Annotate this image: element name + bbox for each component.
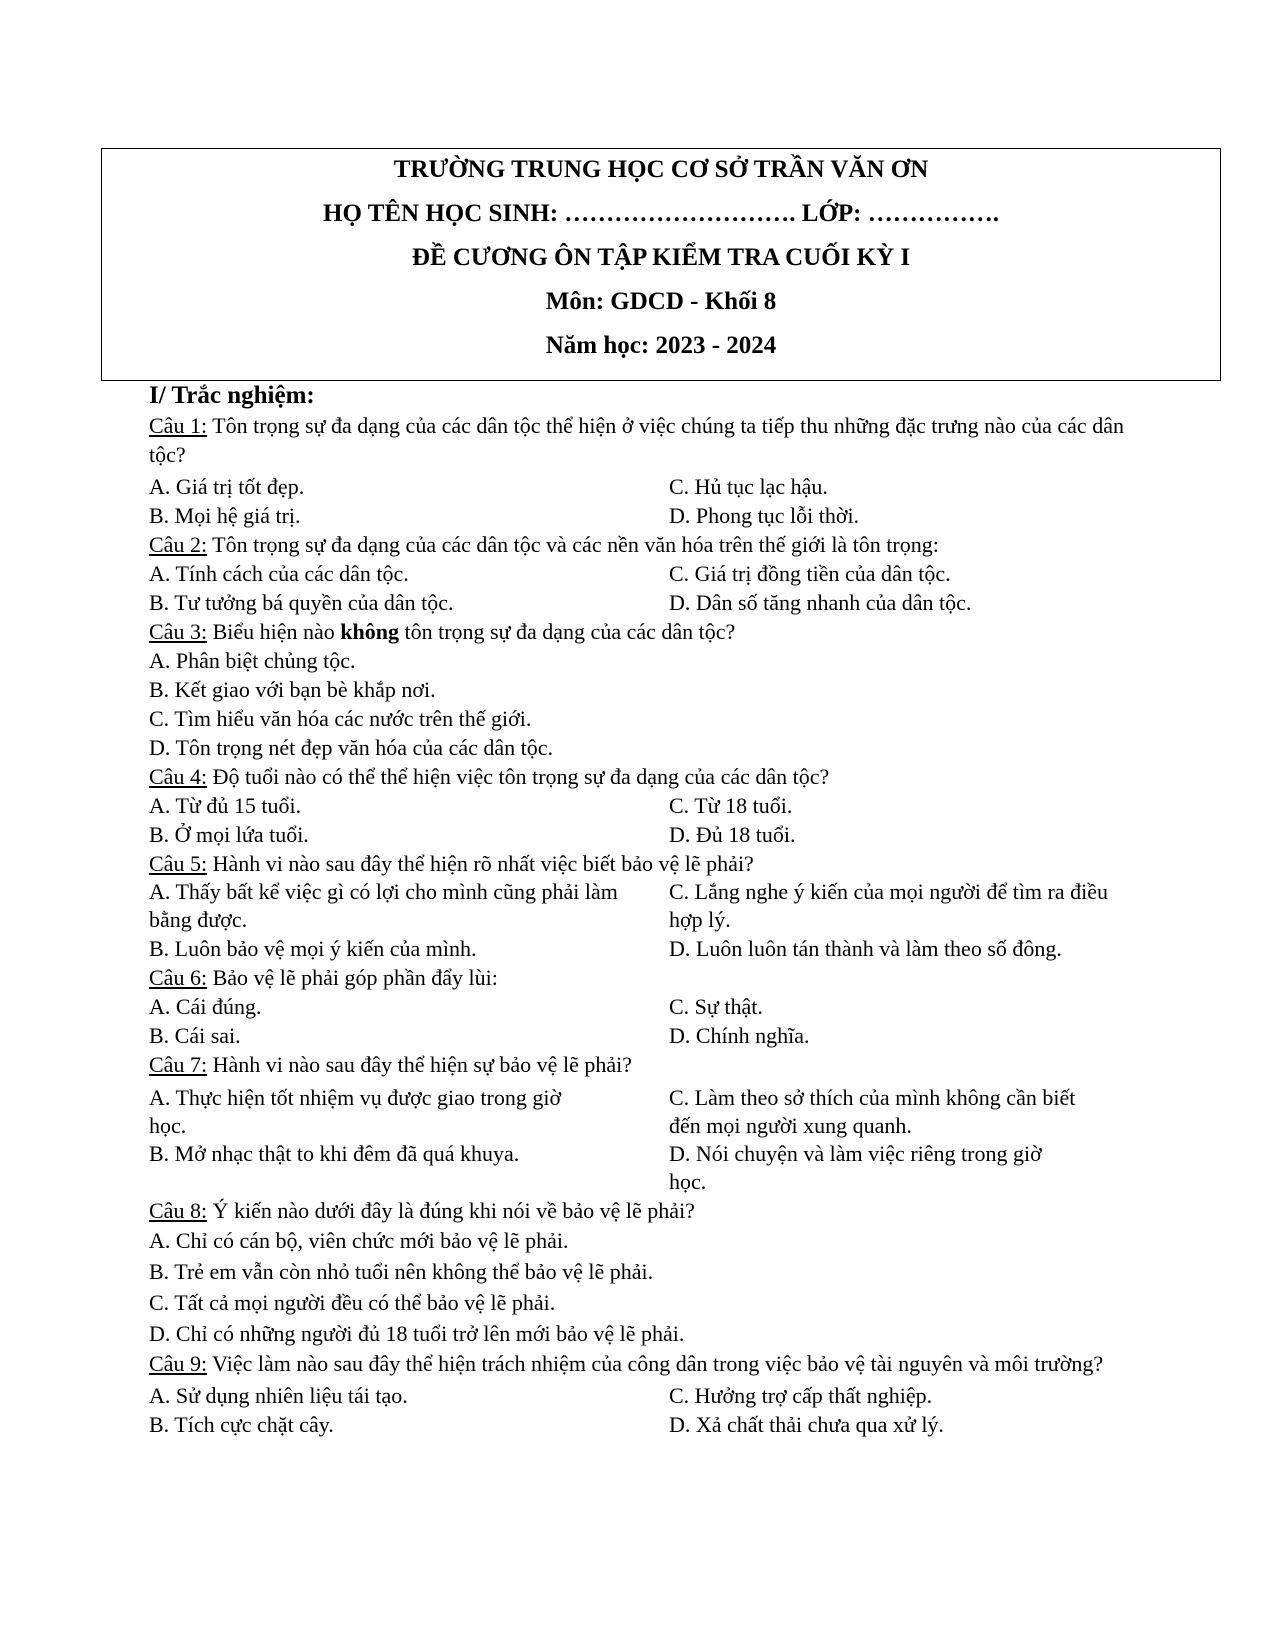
question-text: Ý kiến nào dưới đây là đúng khi nói về bảo vệ lẽ phải? <box>207 1198 695 1223</box>
option-c: C. Tất cả mọi người đều có thể bảo vệ lẽ phải. <box>149 1290 556 1315</box>
option-b: B. Kết giao với bạn bè khắp nơi. <box>149 677 436 702</box>
question-text: Việc làm nào sau đây thể hiện trách nhiệm của công dân trong việc bảo vệ tài nguyên và môi trường? <box>207 1351 1104 1376</box>
option-a: A. Cái đúng. <box>149 994 262 1019</box>
question-label: Câu 3: <box>149 619 208 644</box>
question-8 <box>149 1196 1139 1225</box>
question-text: Tôn trọng sự đa dạng của các dân tộc và các nền văn hóa trên thế giới là tôn trọng: <box>207 532 939 557</box>
question-5 <box>149 849 1139 878</box>
question-text: Hành vi nào sau đây thể hiện sự bảo vệ lẽ phải? <box>207 1052 632 1077</box>
option-b: B. Ở mọi lứa tuổi. <box>149 822 309 847</box>
question-9 <box>149 1349 1139 1378</box>
option-c: C. Tìm hiểu văn hóa các nước trên thế giới. <box>149 706 532 731</box>
question-6 <box>149 963 1139 992</box>
option-c: C. Từ 18 tuổi. <box>669 793 793 818</box>
school-year: Năm học: 2023 - 2024 <box>545 332 777 359</box>
option-d: D. Nói chuyện và làm việc riêng trong giờ học. <box>669 1141 1042 1194</box>
option-c: C. Hủ tục lạc hậu. <box>669 474 828 499</box>
option-d: D. Chính nghĩa. <box>669 1023 810 1048</box>
options-9 <box>149 1381 1139 1439</box>
question-label: Câu 8: <box>149 1198 208 1223</box>
options-6 <box>149 992 1139 1050</box>
question-text: Hành vi nào sau đây thể hiện rõ nhất việc biết bảo vệ lẽ phải? <box>207 851 754 876</box>
question-7 <box>149 1050 1139 1079</box>
question-label: Câu 9: <box>149 1351 208 1376</box>
question-1 <box>149 411 1139 469</box>
question-4 <box>149 762 1139 791</box>
question-3 <box>149 617 1139 646</box>
option-d: D. Tôn trọng nét đẹp văn hóa của các dân tộc. <box>149 735 554 760</box>
option-d: D. Chỉ có những người đủ 18 tuổi trở lên mới bảo vệ lẽ phải. <box>149 1321 685 1346</box>
question-label: Câu 1: <box>149 413 208 438</box>
question-label: Câu 5: <box>149 851 208 876</box>
header-box <box>101 148 1221 381</box>
option-a: A. Sử dụng nhiên liệu tái tạo. <box>149 1383 408 1408</box>
option-c: C. Giá trị đồng tiền của dân tộc. <box>669 561 951 586</box>
option-a: A. Thực hiện tốt nhiệm vụ được giao trong giờ học. <box>149 1085 562 1138</box>
options-3 <box>149 646 1139 762</box>
option-a: A. Giá trị tốt đẹp. <box>149 474 305 499</box>
question-text: Bảo vệ lẽ phải góp phần đẩy lùi: <box>207 965 498 990</box>
subject-line: Môn: GDCD - Khối 8 <box>545 288 777 315</box>
options-1 <box>149 472 1139 530</box>
school-name: TRƯỜNG TRUNG HỌC CƠ SỞ TRẦN VĂN ƠN <box>393 156 929 183</box>
document-title: ĐỀ CƯƠNG ÔN TẬP KIỂM TRA CUỐI KỲ I <box>411 244 911 271</box>
option-b: B. Mở nhạc thật to khi đêm đã quá khuya. <box>149 1141 520 1166</box>
question-label: Câu 7: <box>149 1052 208 1077</box>
options-7-row-2 <box>149 1140 1139 1196</box>
option-b: B. Tích cực chặt cây. <box>149 1412 334 1437</box>
question-2 <box>149 530 1139 559</box>
option-a: A. Từ đủ 15 tuổi. <box>149 793 302 818</box>
question-label: Câu 4: <box>149 764 208 789</box>
options-2 <box>149 559 1139 617</box>
student-info-line: HỌ TÊN HỌC SINH: ………………………. LỚP: ……………. <box>323 200 999 227</box>
question-text-rest: tôn trọng sự đa dạng của các dân tộc? <box>398 619 736 644</box>
question-label: Câu 2: <box>149 532 208 557</box>
option-c: C. Sự thật. <box>669 994 763 1019</box>
option-d: D. Xả chất thải chưa qua xử lý. <box>669 1412 944 1437</box>
options-7-row-1 <box>149 1084 1139 1140</box>
option-b: B. Cái sai. <box>149 1023 241 1048</box>
option-c: C. Lắng nghe ý kiến của mọi người để tìm ra điều hợp lý. <box>669 879 1109 932</box>
option-d: D. Đủ 18 tuổi. <box>669 822 796 847</box>
option-c: C. Làm theo sở thích của mình không cần biết đến mọi người xung quanh. <box>669 1085 1076 1138</box>
option-a: A. Thấy bất kể việc gì có lợi cho mình cũng phải làm bằng được. <box>149 879 618 932</box>
option-a: A. Tính cách của các dân tộc. <box>149 561 409 586</box>
exam-content <box>149 381 1139 1439</box>
question-label: Câu 6: <box>149 965 208 990</box>
options-5-row-1 <box>149 878 1139 934</box>
question-text: Biểu hiện nào <box>207 619 341 644</box>
section-title: I/ Trắc nghiệm: <box>149 382 315 409</box>
options-8 <box>149 1225 1139 1349</box>
question-emphasis: không <box>340 619 399 644</box>
option-b: B. Luôn bảo vệ mọi ý kiến của mình. <box>149 936 477 961</box>
option-d: D. Phong tục lỗi thời. <box>669 503 860 528</box>
options-5-row-2 <box>149 934 1139 963</box>
question-text: Tôn trọng sự đa dạng của các dân tộc thể hiện ở việc chúng ta tiếp thu những đặc trưng nào của các dân tộc? <box>149 413 1124 467</box>
option-b: B. Mọi hệ giá trị. <box>149 503 301 528</box>
option-b: B. Tư tưởng bá quyền của dân tộc. <box>149 590 454 615</box>
options-4 <box>149 791 1139 849</box>
option-a: A. Chỉ có cán bộ, viên chức mới bảo vệ lẽ phải. <box>149 1228 569 1253</box>
option-c: C. Hưởng trợ cấp thất nghiệp. <box>669 1383 933 1408</box>
option-d: D. Dân số tăng nhanh của dân tộc. <box>669 590 972 615</box>
option-b: B. Trẻ em vẫn còn nhỏ tuổi nên không thể bảo vệ lẽ phải. <box>149 1259 654 1284</box>
question-text: Độ tuổi nào có thể thể hiện việc tôn trọng sự đa dạng của các dân tộc? <box>207 764 830 789</box>
option-d: D. Luôn luôn tán thành và làm theo số đông. <box>669 936 1062 961</box>
option-a: A. Phân biệt chủng tộc. <box>149 648 356 673</box>
